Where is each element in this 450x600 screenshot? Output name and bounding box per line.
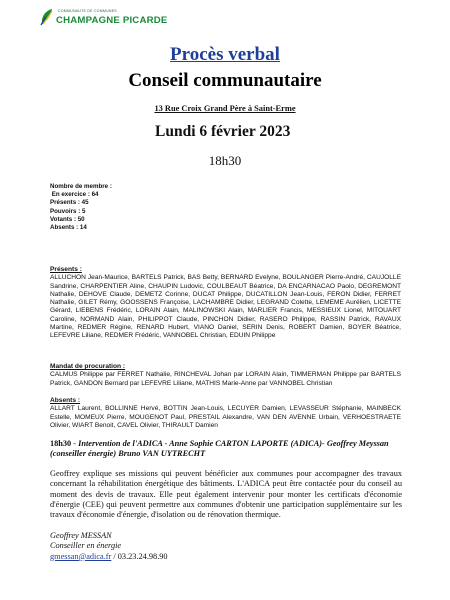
present-list: ALLUCHON Jean-Maurice, BARTELS Patrick, BAS Betty, BERNARD Evelyne, BOULANGER Pierre-André, CAUJOLLE Sandrine, CHARPENTIER Aline, CHAUPIN Ludovic, COULBEAUT Béatrice, DA ENCARNACAO Paolo, DEGREMONT Nathalie, DEHOVE Claude, DEMETZ Corinne, DUCAT Philippe, DUCATILLON Jean-Louis, FERON Didier, FERRET Nathalie, GILET Rémy, GOOSSENS Françoise, LACHAMBRE Didier, LEGRAND Colette, LEMEME Aurélien, LICETTE Gérard, LIEBENS Frédéric, LORAIN Alain, MALINOWSKI Alain, MARLIER Francis, MESSIEUX Lionel, MITOUART Caroline, NORMAND Alain, PHILIPPOT Claude, PINCHON Didier, RASERO Philippe, RASSIN Patrick, RAVAUX Martine, REDMER Régine, RENARD Hubert, VIANO Daniel, SERIN Denis, ROBERT Damien, BOYER Béatrice, LEFEVRE Liliane, REDMER Frédéric, VANNOBEL Christian, EDUIN Philippe <box>50 274 401 340</box>
procuration-section <box>50 363 401 388</box>
phone-number: / 03.23.24.98.90 <box>111 551 168 561</box>
logo-leaf-icon <box>40 8 54 26</box>
intervention-paragraph: Geoffrey explique ses missions qui peuvent bénéficier aux communes pour accompagner des travaux concernant la réhabilitation énergétique des bâtiments. L'ADICA peut être contactée pour du conseil au moment des devis de travaux. Elle peut également intervenir pour monter les certificats d'économie d'énergie (CEE) qui peuvent permettre aux communes d'obtenir une participation supplémentaire sur les travaux d'économie d'énergie, d'isolation ou de rénovation thermique. <box>50 469 402 520</box>
procuration-label: Mandat de procuration : <box>50 363 126 370</box>
absents-list: ALLART Laurent, BOLLINNE Hervé, BOTTIN Jean-Louis, LECUYER Damien, LEVASSEUR Stéphanie, MAINBECK Estelle, MOMEUX Pierre, MOUGENOT Paul, PRESTAIL Alexandre, VAN DEN AVENNE Urbain, VERHOESTRAETE Olivier, WIART Benoit, CAVEL Olivier, THIRAULT Damien <box>50 405 401 429</box>
stats-votants: Votants : 50 <box>50 215 85 223</box>
procuration-list: CALMUS Philippe par FERRET Nathalie, RINCHEVAL Johan par LORAIN Alain, TIMMERMAN Philippe par BARTELS Patrick, GANDON Bernard par LEFEVRE Liliane, MATHIS Marie-Anne par VANNOBEL Christian <box>50 371 401 387</box>
email-link[interactable]: gmessan@adica.fr <box>50 551 112 561</box>
meeting-time: 18h30 <box>208 153 242 168</box>
meeting-address: 13 Rue Croix Grand Père à Saint-Erme <box>154 104 296 113</box>
logo-name: CHAMPAGNE PICARDE <box>56 15 168 26</box>
stats-pouvoirs: Pouvoirs : 5 <box>50 207 86 215</box>
present-section <box>50 266 401 341</box>
meeting-date: Lundi 6 février 2023 <box>155 123 291 140</box>
absents-section <box>50 397 401 430</box>
signature-name: Geoffrey MESSAN <box>50 531 112 540</box>
intervention-heading <box>50 439 402 460</box>
logo-small-text: COMMUNAUTE DE COMMUNES <box>58 9 117 13</box>
intervention-time: 18h30 <box>50 439 72 448</box>
stats-en-exercice: En exercice : 64 <box>50 191 99 199</box>
document-title: Procès verbal <box>170 44 280 65</box>
stats-heading: Nombre de membre : <box>50 183 112 190</box>
stats-presents: Présents : 45 <box>50 199 89 207</box>
absents-label: Absents : <box>50 397 81 404</box>
intervention-text: - Intervention de l'ADICA - Anne Sophie CARTON LAPORTE (ADICA)- Geoffrey Meyssan (conseiller énergie) Bruno VAN UYTRECHT <box>50 439 389 459</box>
signature-contact <box>50 552 168 562</box>
signature-block <box>50 531 168 562</box>
stats-absents: Absents : 14 <box>50 224 87 232</box>
document-subtitle: Conseil communautaire <box>128 70 322 91</box>
member-stats <box>50 183 112 232</box>
present-label: Présents : <box>50 266 82 273</box>
champagne-picarde-logo <box>40 6 168 28</box>
signature-role: Conseiller en énergie <box>50 541 122 551</box>
